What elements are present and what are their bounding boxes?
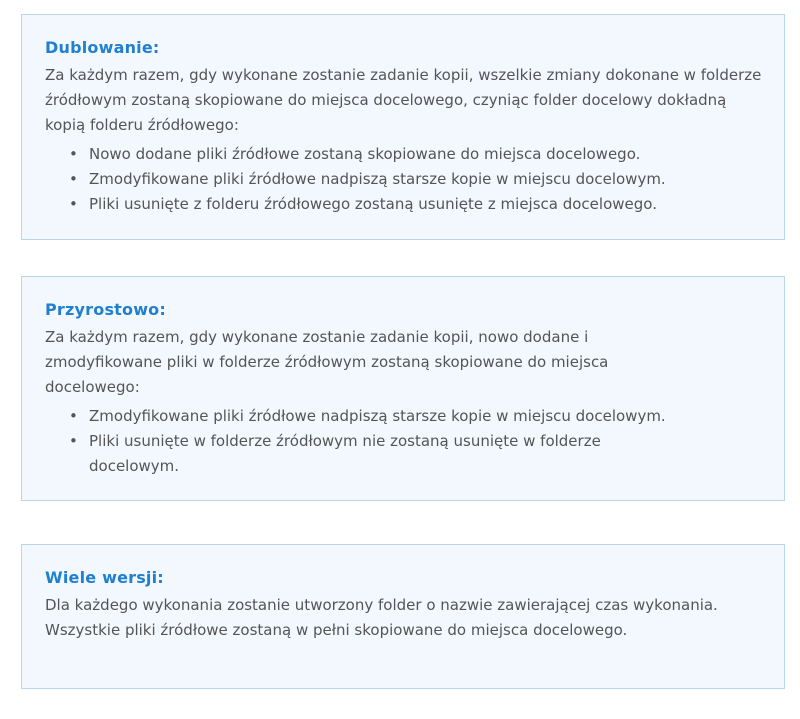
list-item-text: Pliki usunięte w folderze źródłowym nie zostaną usunięte w folderze docelowym. bbox=[89, 432, 601, 475]
bullet-icon: • bbox=[69, 145, 78, 163]
bullet-icon: • bbox=[69, 432, 78, 450]
mode-title-multiple-versions: Wiele wersji: bbox=[45, 568, 164, 587]
mode-box-incremental bbox=[21, 276, 785, 501]
list-item-text: Nowo dodane pliki źródłowe zostaną skopiowane do miejsca docelowego. bbox=[89, 145, 641, 163]
list-item bbox=[69, 404, 764, 429]
bullet-icon: • bbox=[69, 195, 78, 213]
bullet-icon: • bbox=[69, 170, 78, 188]
list-item bbox=[69, 429, 764, 479]
mode-description-mirroring: Za każdym razem, gdy wykonane zostanie zadanie kopii, wszelkie zmiany dokonane w folderze źródłowym zostaną skopiowane do miejsca docelowego, czyniąc folder docelowy dokładną kopią folderu źródłowego: bbox=[45, 66, 762, 134]
bullet-icon: • bbox=[69, 407, 78, 425]
mode-list-incremental bbox=[45, 404, 764, 479]
mode-box-mirroring bbox=[21, 14, 785, 240]
list-item bbox=[69, 142, 764, 167]
list-item bbox=[69, 192, 764, 217]
list-item bbox=[69, 167, 764, 192]
mode-box-multiple-versions bbox=[21, 544, 785, 689]
list-item-text: Zmodyfikowane pliki źródłowe nadpiszą starsze kopie w miejscu docelowym. bbox=[89, 170, 666, 188]
list-item-text: Zmodyfikowane pliki źródłowe nadpiszą starsze kopie w miejscu docelowym. bbox=[89, 407, 666, 425]
mode-title-incremental: Przyrostowo: bbox=[45, 300, 166, 319]
mode-title-mirroring: Dublowanie: bbox=[45, 38, 160, 57]
mode-list-mirroring bbox=[45, 142, 764, 217]
mode-description-incremental: Za każdym razem, gdy wykonane zostanie zadanie kopii, nowo dodane i zmodyfikowane pliki w folderze źródłowym zostaną skopiowane do miejsca docelowego: bbox=[45, 328, 609, 396]
mode-description-multiple-versions: Dla każdego wykonania zostanie utworzony folder o nazwie zawierającej czas wykonania. Wszystkie pliki źródłowe zostaną w pełni skopiowane do miejsca docelowego. bbox=[45, 596, 718, 639]
list-item-text: Pliki usunięte z folderu źródłowego zostaną usunięte z miejsca docelowego. bbox=[89, 195, 657, 213]
